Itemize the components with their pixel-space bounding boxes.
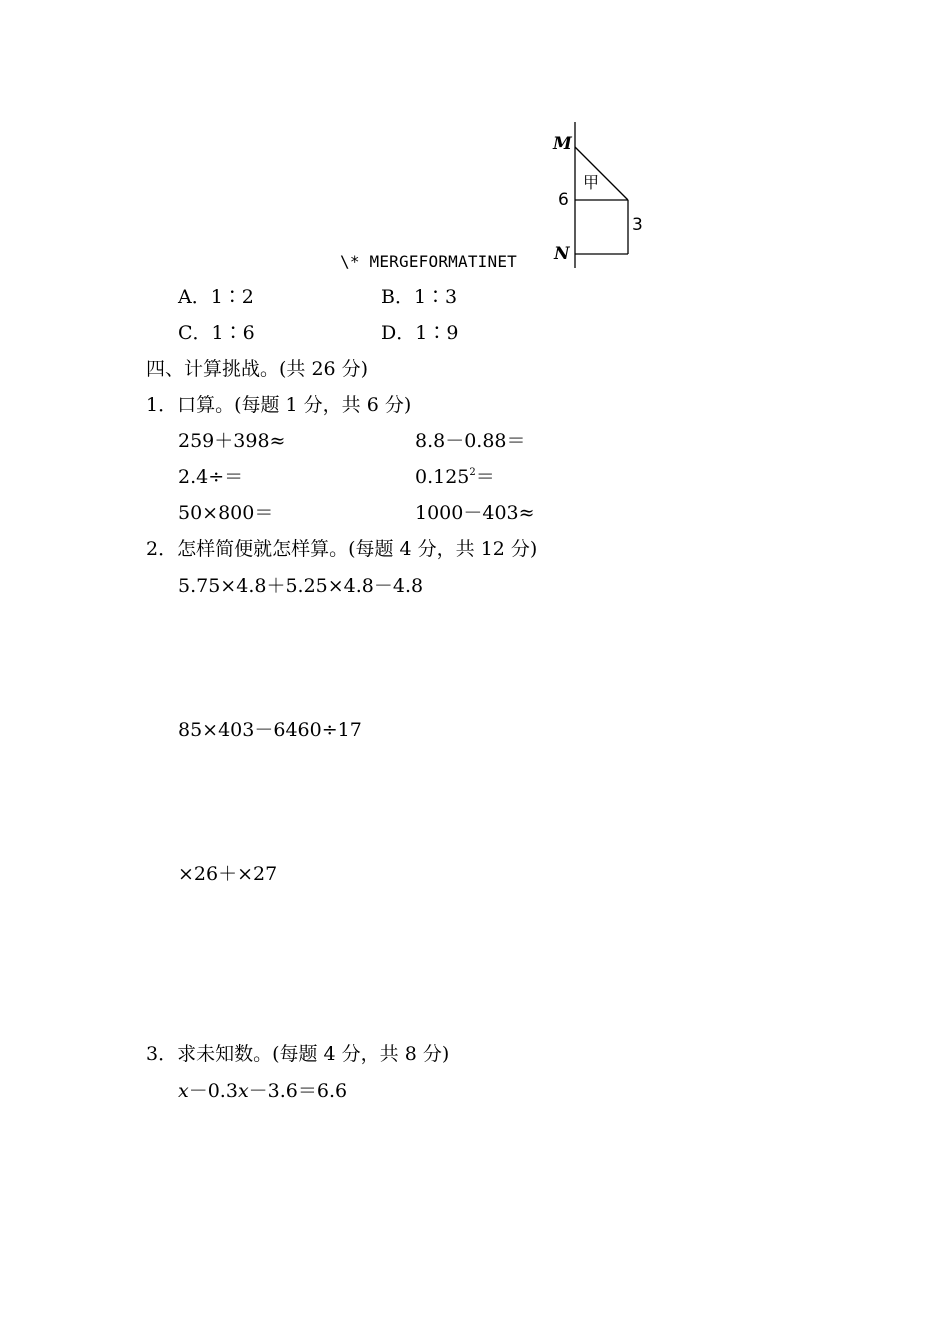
label-6: 6 xyxy=(558,190,569,210)
q1-item-4-base: 0.125 xyxy=(415,466,470,488)
q1-item-4 xyxy=(415,468,495,487)
section-heading: 四、计算挑战。(共 26 分) xyxy=(146,358,369,380)
option-c: C．1∶6 xyxy=(178,322,255,344)
geometry-figure xyxy=(540,118,660,278)
question-1-title: 1．口算。(每题 1 分，共 6 分) xyxy=(146,394,412,416)
q2-expr-2: 85×403－6460÷17 xyxy=(178,719,362,741)
label-n: N xyxy=(554,244,570,264)
q1-item-2: 8.8－0.88＝ xyxy=(415,430,526,452)
option-b: B．1∶3 xyxy=(381,286,458,308)
q1-item-1: 259＋398≈ xyxy=(178,430,286,452)
q1-item-3: 2.4÷＝ xyxy=(178,466,244,488)
merge-field-text: \* MERGEFORMATINET xyxy=(340,252,517,271)
q3-equation-tail: －3.6＝6.6 xyxy=(248,1080,348,1102)
q1-item-4-exponent: 2 xyxy=(469,467,476,478)
label-jia: 甲 xyxy=(583,173,600,192)
option-d: D．1∶9 xyxy=(381,322,459,344)
q2-expr-3: ×26＋×27 xyxy=(178,863,278,885)
label-m: M xyxy=(553,134,572,154)
q1-item-5: 50×800＝ xyxy=(178,502,274,524)
q1-item-6: 1000－403≈ xyxy=(415,502,535,524)
q3-equation-mid: －0.3 xyxy=(188,1080,238,1102)
label-3: 3 xyxy=(632,215,643,235)
q3-equation xyxy=(178,1082,347,1101)
option-a: A．1∶2 xyxy=(178,286,254,308)
question-3-title: 3．求未知数。(每题 4 分，共 8 分) xyxy=(146,1043,450,1065)
q1-item-4-equals: ＝ xyxy=(475,466,495,488)
q3-var-x-1: x xyxy=(178,1080,189,1102)
q3-var-x-2: x xyxy=(237,1080,249,1102)
q2-expr-1: 5.75×4.8＋5.25×4.8－4.8 xyxy=(178,575,424,597)
question-2-title: 2．怎样简便就怎样算。(每题 4 分，共 12 分) xyxy=(146,538,538,560)
